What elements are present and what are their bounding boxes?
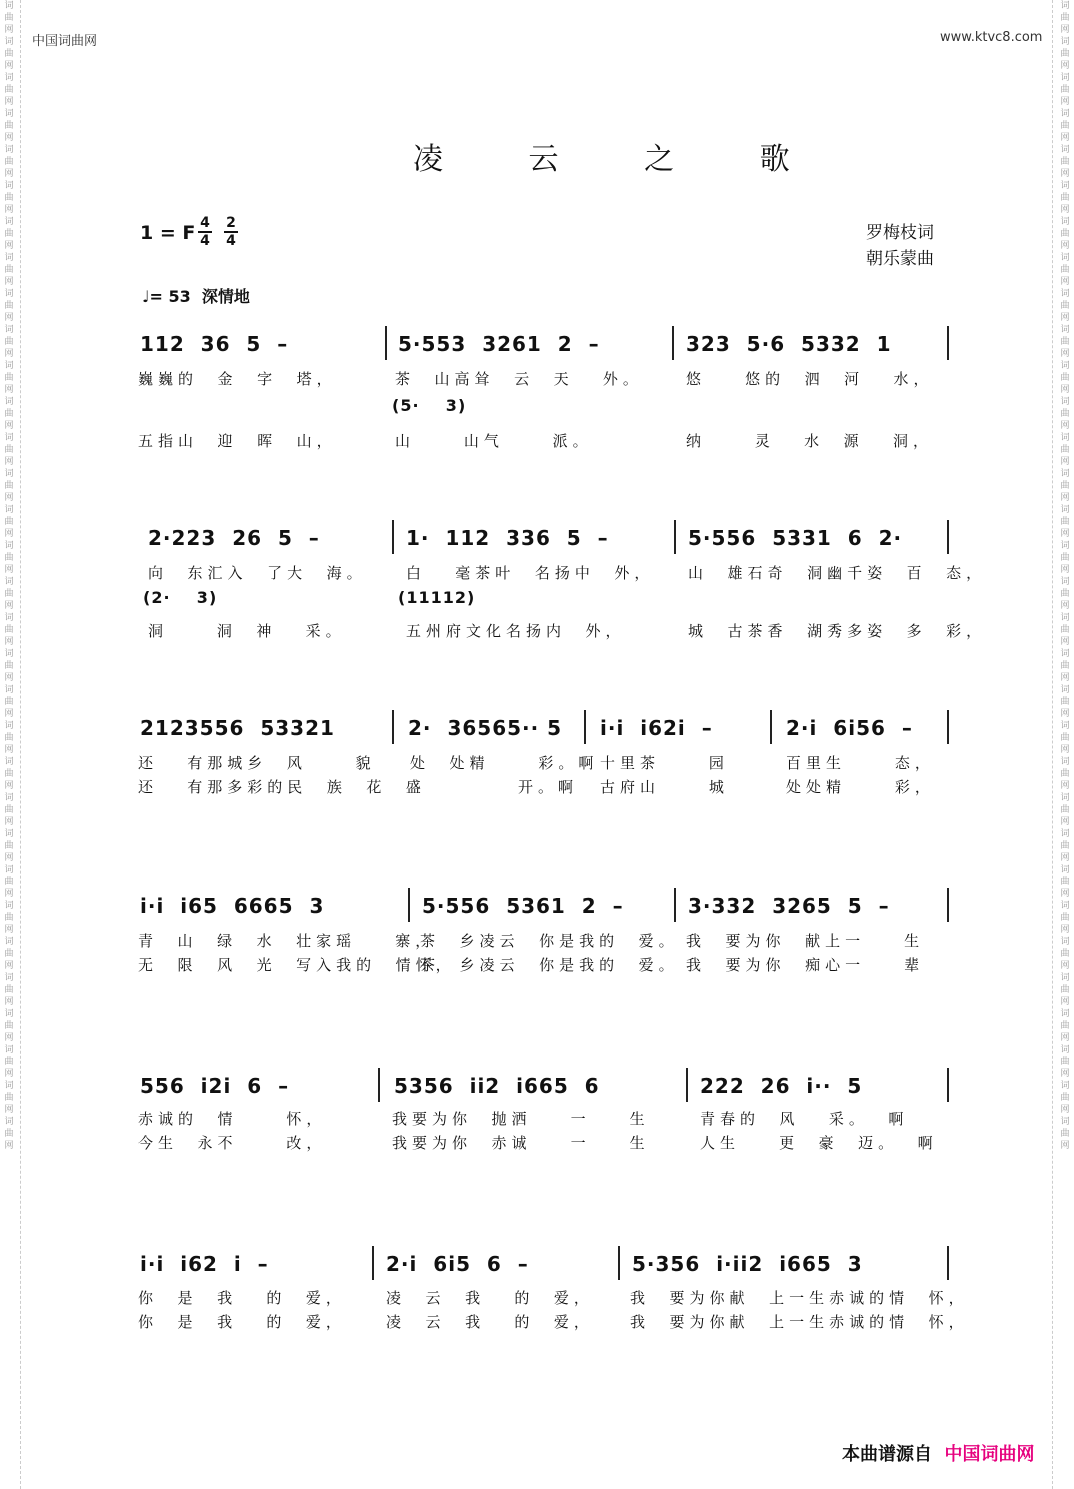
barline	[672, 326, 674, 360]
measure-notes: 2· 36565·· 5	[408, 716, 563, 740]
lyric-verse-2: 人生 更 豪 迈。 啊	[700, 1134, 938, 1152]
lyric-verse-1: 还 有那城乡 风 貌	[138, 754, 376, 772]
barline	[947, 888, 949, 922]
barline	[674, 888, 676, 922]
lyricist-credit: 罗梅枝词	[866, 223, 934, 243]
quarter-note-icon: ♩	[142, 287, 150, 306]
song-title: 凌 云 之 歌	[413, 142, 828, 177]
tempo-marking	[142, 284, 250, 307]
time-signature-bottom: 4	[226, 232, 236, 249]
measure-notes: 556 i2i 6 –	[140, 1074, 290, 1098]
barline	[392, 520, 394, 554]
barline	[947, 326, 949, 360]
measure-notes: 323 5·6 5332 1	[686, 332, 892, 356]
barline	[584, 710, 586, 744]
lyric-verse-1: 赤诚的 情 怀，	[138, 1110, 327, 1128]
barline	[372, 1246, 374, 1280]
lyric-verse-1: 凌 云 我 的 爱，	[386, 1289, 594, 1307]
measure-notes: 2123556 53321	[140, 716, 335, 740]
lyric-verse-2: 古府山 城	[600, 778, 729, 796]
measure-notes: 5·556 5331 6 2·	[688, 526, 903, 550]
barline	[408, 888, 410, 922]
lyric-verse-1: 你 是 我 的 爱，	[138, 1289, 346, 1307]
lyric-verse-2: 我 要为你献 上一生赤诚的情 怀，	[630, 1313, 969, 1331]
key-signature: 1 = F	[140, 222, 196, 244]
lyric-verse-2: 今生 永不 改，	[138, 1134, 327, 1152]
lyric-verse-1: 悠 悠的 泗 河 水，	[686, 370, 934, 388]
left-watermark-strip: 词曲网词曲网词曲网词曲网词曲网词曲网词曲网词曲网词曲网词曲网词曲网词曲网词曲网词曲网词曲网词曲网词曲网词曲网词曲网词曲网词曲网词曲网词曲网词曲网词曲网词曲网词曲网词曲网词曲网词曲网词曲网词曲网	[4, 1, 14, 1151]
barline	[770, 710, 772, 744]
barline	[947, 1246, 949, 1280]
lyric-verse-1: 茶 乡凌云 你是我的 爱。	[420, 932, 679, 950]
alternate-notes: (5· 3)	[392, 396, 467, 415]
lyric-verse-2: 山 山气 派。	[395, 432, 593, 450]
left-dashed-divider	[20, 0, 21, 1489]
barline	[618, 1246, 620, 1280]
measure-notes: 1· 112 336 5 –	[406, 526, 609, 550]
measure-notes: i·i i62 i –	[140, 1252, 269, 1276]
barline	[686, 1068, 688, 1102]
time-signature-bottom: 4	[200, 232, 210, 249]
lyric-verse-2: 还 有那多彩的民 族 花 盛	[138, 778, 426, 796]
lyric-verse-2: 处处精 彩，	[786, 778, 935, 796]
barline	[392, 710, 394, 744]
lyric-verse-2: 洞 洞 神 采。	[148, 622, 346, 640]
lyric-verse-2: 茶 乡凌云 你是我的 爱。	[420, 956, 679, 974]
barline	[947, 1068, 949, 1102]
barline	[674, 520, 676, 554]
lyric-verse-2: 五州府文化名扬内 外，	[406, 622, 626, 640]
lyric-verse-1: 我 要为你 献上一 生	[686, 932, 925, 950]
lyric-verse-1: 处 处精 彩。啊	[410, 754, 599, 772]
measure-notes: 3·332 3265 5 –	[688, 894, 890, 918]
measure-notes: i·i i65 6665 3	[140, 894, 325, 918]
measure-notes: 2·i 6i56 –	[786, 716, 913, 740]
measure-notes: 5356 ii2 i665 6	[394, 1074, 600, 1098]
alternate-notes: (2· 3)	[143, 588, 218, 607]
tempo-text: = 53 深情地	[149, 287, 250, 306]
time-signature-4-4	[198, 216, 212, 248]
measure-notes: 112 36 5 –	[140, 332, 289, 356]
lyric-verse-2: 我 要为你 痴心一 辈	[686, 956, 925, 974]
lyric-verse-1: 山 雄石奇 洞幽千姿 百 态，	[688, 564, 987, 582]
source-footer	[842, 1440, 1035, 1466]
site-name-header: 中国词曲网	[32, 34, 98, 49]
lyric-verse-1: 白 毫茶叶 名扬中 外，	[406, 564, 655, 582]
source-brand-link[interactable]: 中国词曲网	[944, 1444, 1035, 1465]
time-signature-top: 4	[200, 215, 210, 231]
lyric-verse-1: 茶 山高耸 云 天 外。	[395, 370, 643, 388]
time-signature-2-4	[224, 216, 238, 248]
measure-notes: 5·356 i·ii2 i665 3	[632, 1252, 863, 1276]
right-watermark-strip: 词曲网词曲网词曲网词曲网词曲网词曲网词曲网词曲网词曲网词曲网词曲网词曲网词曲网词曲网词曲网词曲网词曲网词曲网词曲网词曲网词曲网词曲网词曲网词曲网词曲网词曲网词曲网词曲网词曲网词曲网词曲网词曲网	[1060, 1, 1070, 1151]
measure-notes: 5·553 3261 2 –	[398, 332, 600, 356]
lyric-verse-2: 纳 灵 水 源 洞，	[686, 432, 933, 450]
lyric-verse-1: 我要为你 抛洒 一 生	[392, 1110, 650, 1128]
barline	[947, 710, 949, 744]
measure-notes: 5·556 5361 2 –	[422, 894, 624, 918]
lyric-verse-2: 开。啊	[518, 778, 579, 796]
measure-notes: 2·i 6i5 6 –	[386, 1252, 529, 1276]
barline	[947, 520, 949, 554]
barline	[385, 326, 387, 360]
lyric-verse-2: 你 是 我 的 爱，	[138, 1313, 346, 1331]
lyric-verse-1: 百里生 态，	[786, 754, 935, 772]
lyric-verse-2: 城 古茶香 湖秀多姿 多 彩，	[688, 622, 987, 640]
lyric-verse-2: 凌 云 我 的 爱，	[386, 1313, 594, 1331]
lyric-verse-2: 无 限 风 光 写入我的 情怀，	[138, 956, 456, 974]
right-dashed-divider	[1052, 0, 1053, 1489]
lyric-verse-2: 我要为你 赤诚 一 生	[392, 1134, 650, 1152]
lyric-verse-1: 青 山 绿 水 壮家瑶 寨，	[138, 932, 436, 950]
lyric-verse-1: 我 要为你献 上一生赤诚的情 怀，	[630, 1289, 969, 1307]
barline	[378, 1068, 380, 1102]
lyric-verse-1: 青春的 风 采。 啊	[700, 1110, 909, 1128]
measure-notes: 2·223 26 5 –	[148, 526, 320, 550]
measure-notes: 222 26 i·· 5	[700, 1074, 863, 1098]
time-signature-top: 2	[226, 215, 236, 231]
lyric-verse-1: 十里茶 园	[600, 754, 729, 772]
source-prefix: 本曲谱源自	[842, 1444, 932, 1465]
lyric-verse-2: 五指山 迎 晖 山，	[138, 432, 337, 450]
lyric-verse-1: 巍巍的 金 字 塔，	[138, 370, 337, 388]
lyric-verse-1: 向 东汇入 了大 海。	[148, 564, 367, 582]
site-url-header: www.ktvc8.com	[940, 30, 1043, 45]
composer-credit: 朝乐蒙曲	[866, 249, 934, 269]
measure-notes: i·i i62i –	[600, 716, 713, 740]
alternate-notes: (11112)	[398, 588, 476, 607]
